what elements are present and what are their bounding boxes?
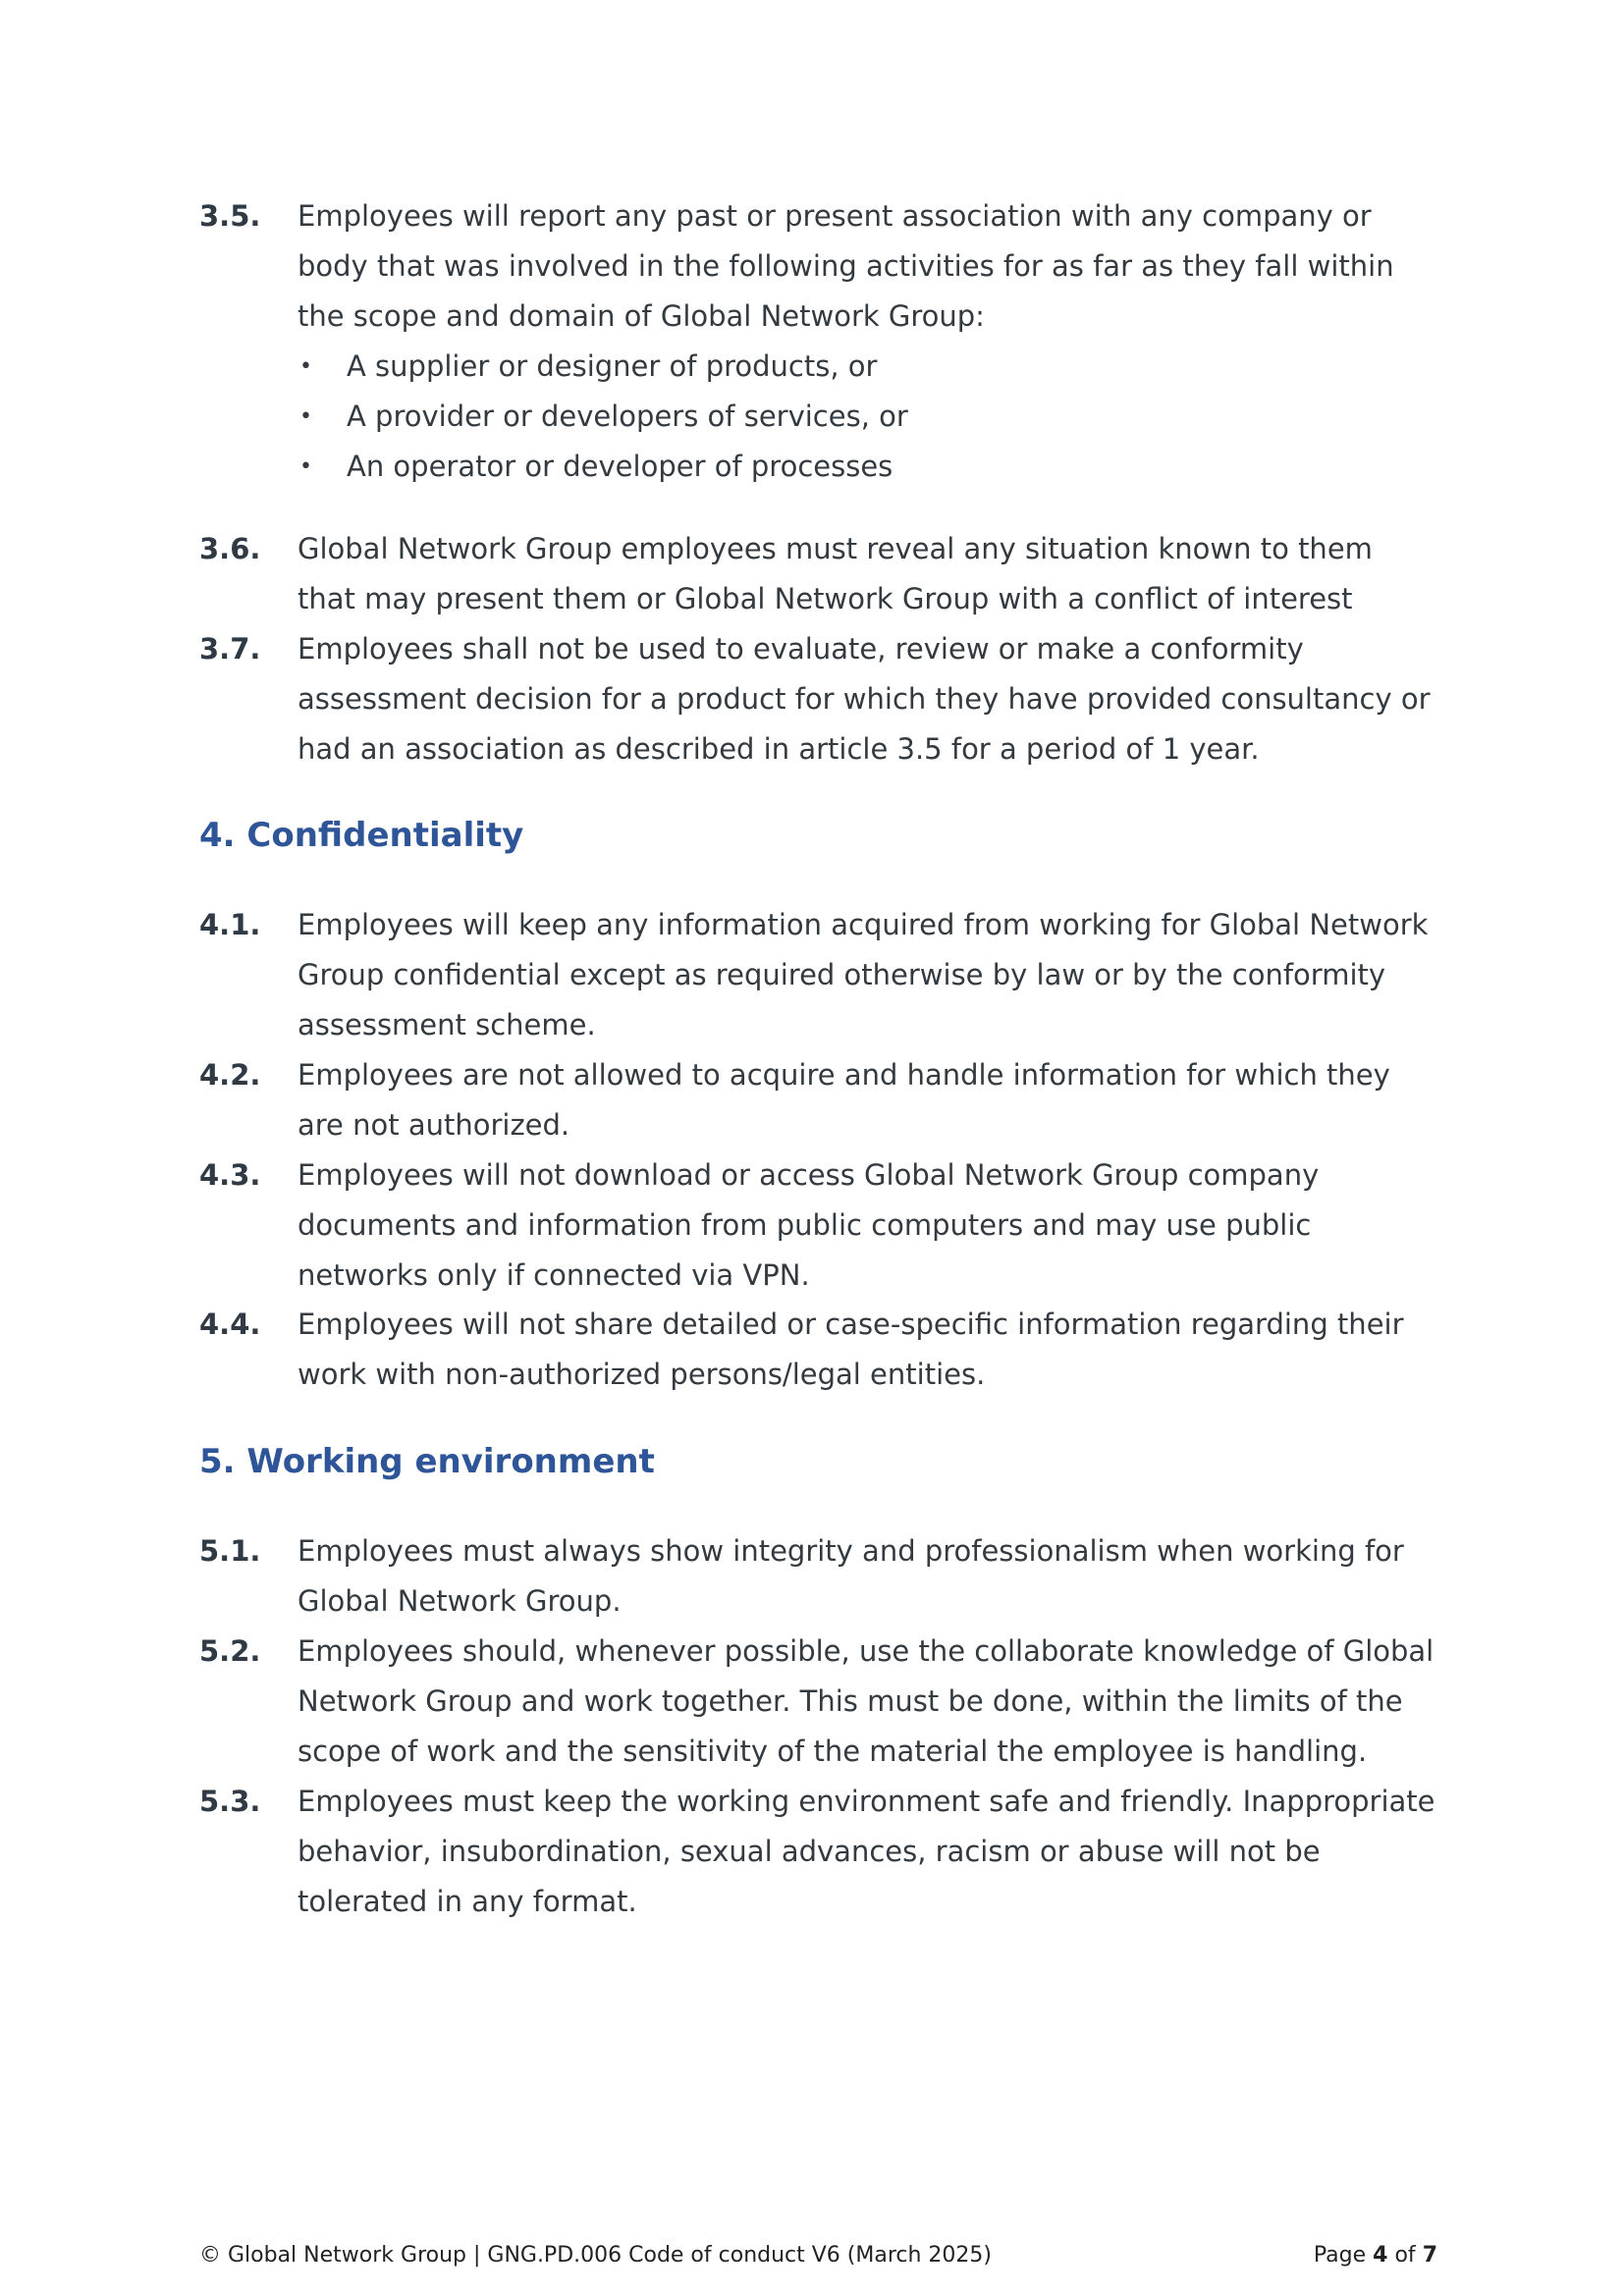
- clause-number: 3.7.: [199, 632, 261, 666]
- clause-number: 4.1.: [199, 908, 261, 941]
- clause-text: Employees must keep the working environment safe and friendly. Inappropriate behavior, insubordination, sexual advances, racism or abuse will not be tolerated in any format.: [298, 1785, 1435, 1918]
- clause-number: 3.6.: [199, 532, 261, 565]
- bullet-list: [298, 342, 1436, 492]
- footer-page-number: Page 4 of 7: [1313, 2243, 1437, 2268]
- clause-text: Employees will not share detailed or case-specific information regarding their work with non-authorized persons/legal entities.: [298, 1308, 1404, 1391]
- clause-text: Global Network Group employees must reveal any situation known to them that may present them or Global Network Group with a conflict of interest: [298, 532, 1373, 615]
- list-item: • A provider or developers of services, or: [298, 392, 1436, 442]
- clause-number: 4.2.: [199, 1058, 261, 1092]
- clause-text: Employees will not download or access Global Network Group company documents and information from public computers and may use public networks only if connected via VPN.: [298, 1158, 1320, 1292]
- section-heading-working-environment: 5. Working environment: [199, 1442, 655, 1481]
- clause-number: 3.5.: [199, 199, 261, 233]
- clause-text: Employees shall not be used to evaluate, review or make a conformity assessment decision for a product for which they have provided consultancy or had an association as described in article 3.5 for a period of 1 year.: [298, 632, 1431, 766]
- clause-number: 4.4.: [199, 1308, 261, 1341]
- list-item: • A supplier or designer of products, or: [298, 342, 1436, 392]
- clause-number: 5.3.: [199, 1785, 261, 1818]
- clause-number: 4.3.: [199, 1158, 261, 1192]
- bullet-icon: •: [299, 454, 312, 479]
- bullet-icon: •: [299, 354, 312, 379]
- clause-number: 5.2.: [199, 1634, 261, 1668]
- bullet-icon: •: [299, 404, 312, 429]
- clause-text: Employees are not allowed to acquire and handle information for which they are not authorized.: [298, 1058, 1390, 1142]
- clause-text: Employees will report any past or present association with any company or body that was involved in the following activities for as far as they fall within the scope and domain of Global Network Group:: [298, 199, 1394, 333]
- clause-text: Employees must always show integrity and professionalism when working for Global Network Group.: [298, 1534, 1404, 1618]
- section-heading-confidentiality: 4. Confidentiality: [199, 816, 524, 855]
- footer-copyright: © Global Network Group | GNG.PD.006 Code of conduct V6 (March 2025): [199, 2243, 993, 2268]
- clause-text: Employees should, whenever possible, use the collaborate knowledge of Global Network Group and work together. This must be done, within the limits of the scope of work and the sensitivity of the material the employee is handling.: [298, 1634, 1435, 1768]
- total-pages: 7: [1422, 2243, 1437, 2268]
- clause-text: Employees will keep any information acquired from working for Global Network Group confidential except as required otherwise by law or by the conformity assessment scheme.: [298, 908, 1429, 1041]
- list-item: • An operator or developer of processes: [298, 442, 1436, 492]
- clause-number: 5.1.: [199, 1534, 261, 1568]
- current-page: 4: [1373, 2243, 1388, 2268]
